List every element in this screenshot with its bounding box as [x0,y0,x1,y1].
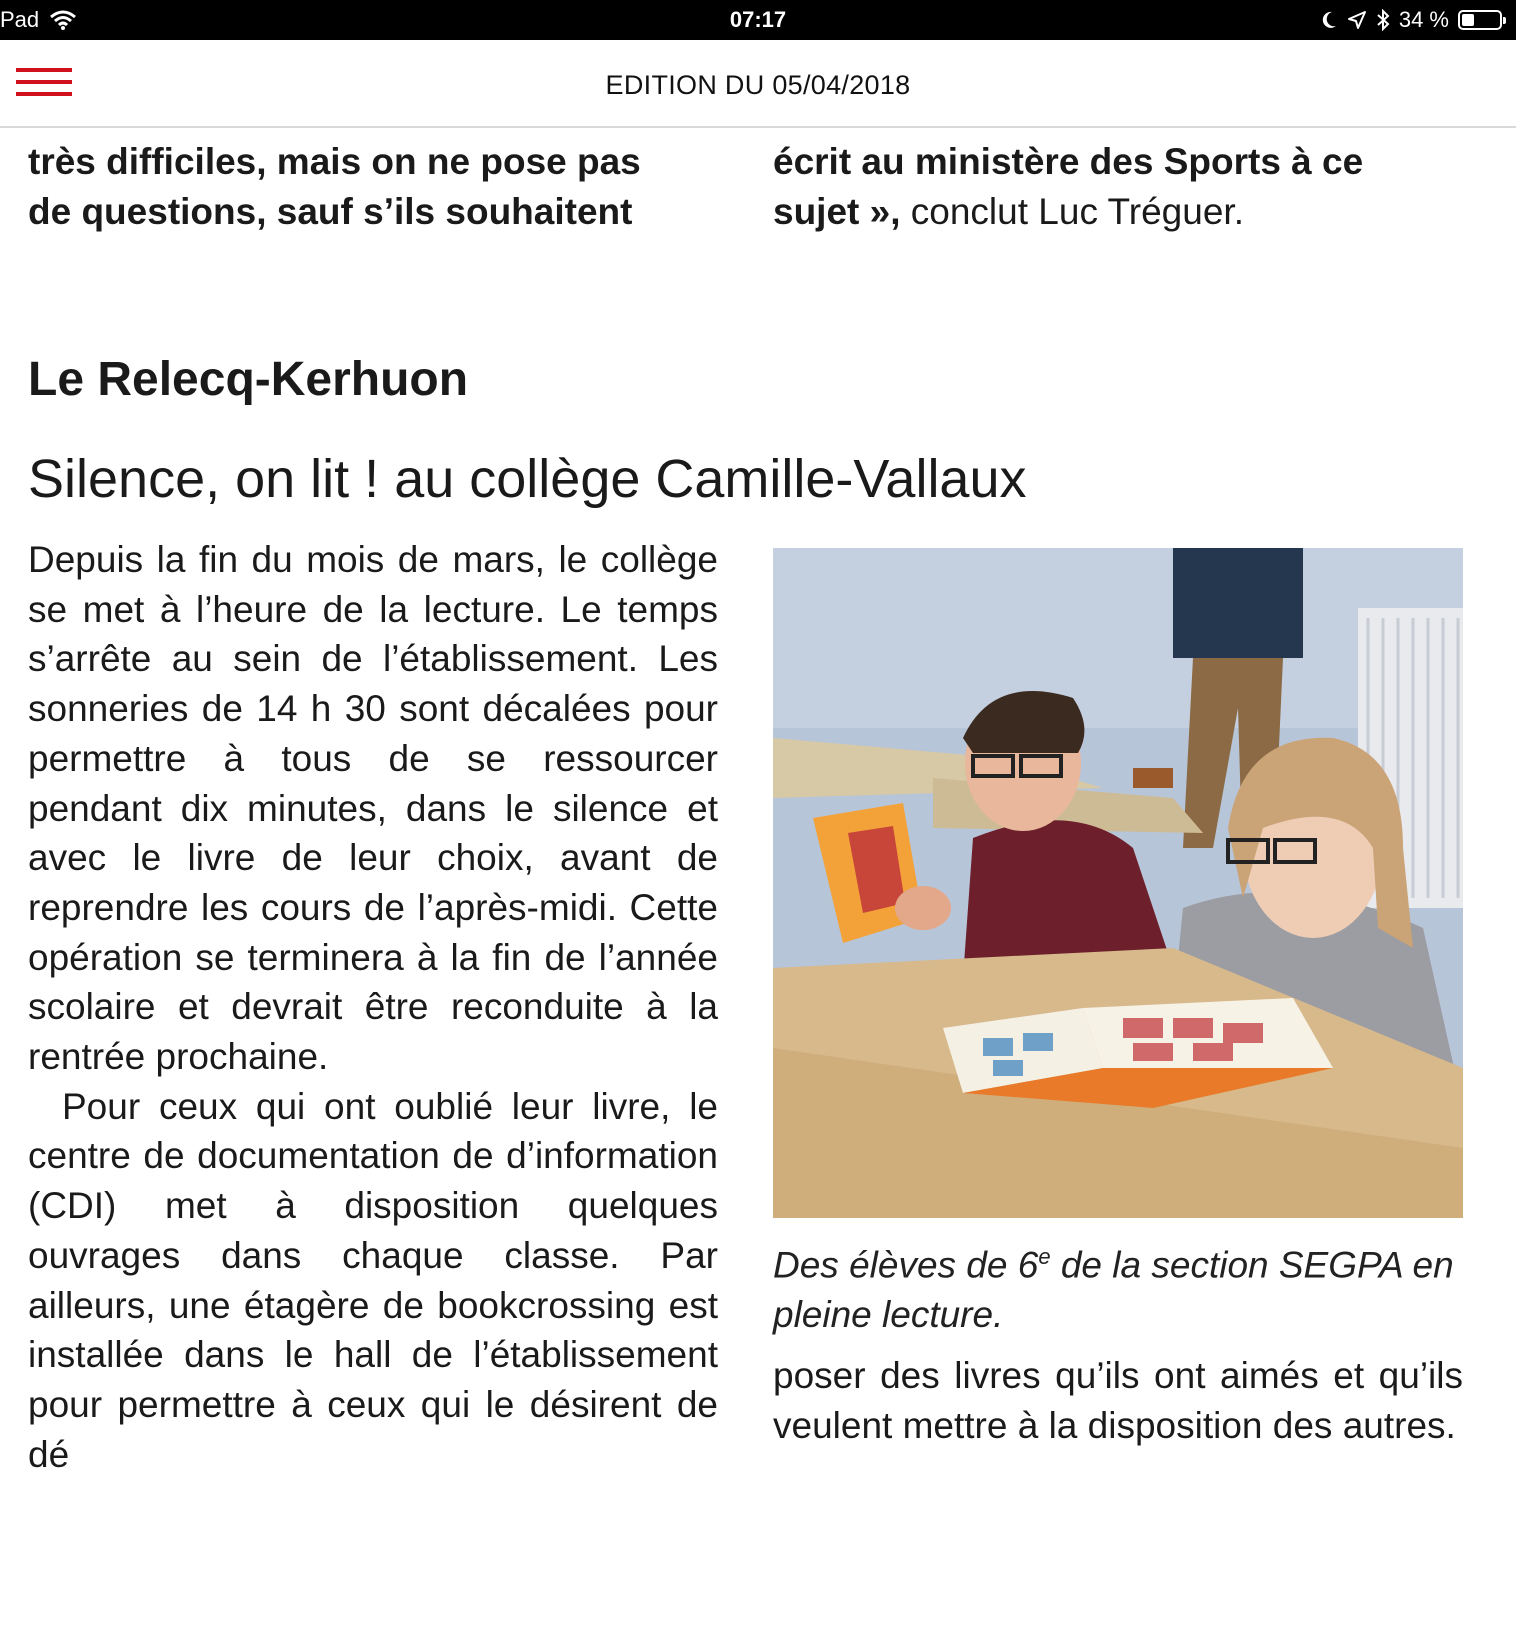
previous-article-line: de questions, sauf s’ils souhaitent [28,190,633,232]
battery-icon [1458,10,1502,30]
article-paragraph: Pour ceux qui ont oublié leur livre, le centre de documentation de d’information (CDI) met à disposition quelques ouvrages dans chaque classe. Par ailleurs, une étagère de bookcrossing est installée dans le hall de l’établissement pour permettre à ceux qui le désirent de dé [28,1085,718,1475]
caption-superscript: e [1038,1244,1051,1269]
previous-article-ending [773,187,1463,237]
location-arrow-icon [1347,10,1367,30]
edition-title: EDITION DU 05/04/2018 [605,70,911,100]
article-body-right [773,1351,1463,1450]
bluetooth-icon [1376,9,1390,31]
photo-caption [773,1232,1463,1340]
previous-article-left [28,137,718,236]
caption-text: de la section SEGPA en pleine lecture. [773,1244,1454,1336]
navigation-bar [0,40,1516,128]
region-title: Le Relecq-Kerhuon [28,353,469,406]
article-headline: Silence, on lit ! au collège Camille-Vallaux [28,449,1027,509]
article-body-left [28,535,718,1479]
status-bar [0,0,1516,40]
quote-end: sujet », [773,190,901,232]
caption-text: Des élèves de 6 [773,1244,1039,1286]
status-right [1320,7,1502,33]
previous-article-right [773,137,1463,236]
moon-icon [1320,10,1338,30]
previous-article-line: très difficiles, mais on ne pose pas [28,141,641,182]
classroom-reading-image [773,548,1463,1218]
article-photo [773,548,1463,1218]
article-paragraph: poser des livres qu’ils ont aimés et qu’ils veulent mettre à la disposition des autres. [773,1355,1463,1446]
battery-level [1462,14,1474,26]
previous-article-line: écrit au ministère des Sports à ce [773,141,1364,182]
status-time: 07:17 [729,7,787,32]
device-label: Pad [0,7,40,32]
battery-percent: 34 % [1398,7,1449,32]
attribution: conclut Luc Tréguer. [900,190,1244,232]
article-paragraph: Depuis la fin du mois de mars, le collège se met à l’heure de la lecture. Le temps s’arrête au sein de l’établissement. Les sonneries de 14 h 30 sont décalées pour permettre à tous de se ressourcer pendant dix minutes, dans le silence et avec le livre de leur choix, avant de reprendre les cours de l’après-midi. Cette opération se terminera à la fin de l’année scolaire et devrait être reconduite à la rentrée prochaine. [28,539,718,1078]
